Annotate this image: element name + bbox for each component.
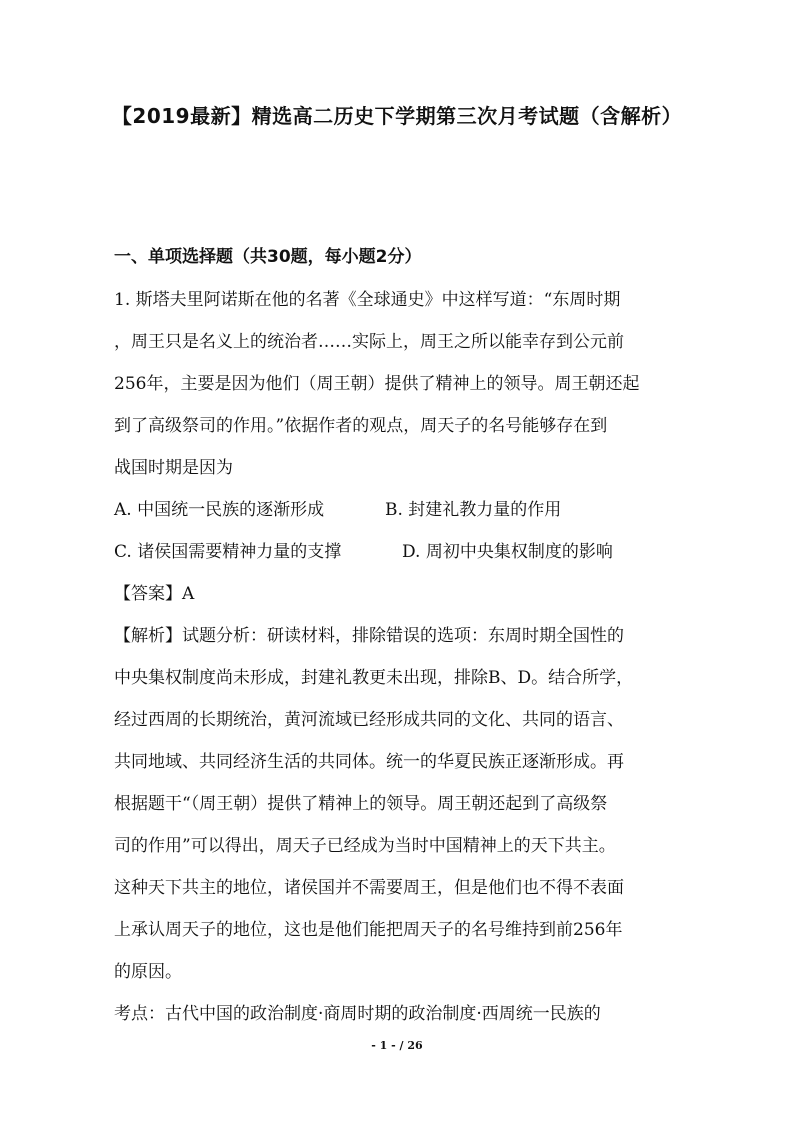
analysis-line: 这种天下共主的地位，诸侯国并不需要周王，但是他们也不得不表面 [114, 878, 624, 898]
analysis-line: 中央集权制度尚未形成，封建礼教更未出现，排除B、D。结合所学， [114, 668, 634, 688]
analysis-line: 根据题干“（周王朝）提供了精神上的领导。周王朝还起到了高级祭 [114, 794, 608, 814]
option-c: C. 诸侯国需要精神力量的支撑 [114, 542, 342, 562]
question-line: 256年，主要是因为他们（周王朝）提供了精神上的领导。周王朝还起 [114, 374, 640, 394]
document-title: 【2019最新】精选高二历史下学期第三次月考试题（含解析） [111, 104, 683, 128]
answer-line: 【答案】A [114, 584, 195, 604]
analysis-line: 上承认周天子的地位，这也是他们能把周天子的名号维持到前256年 [114, 920, 623, 940]
option-a: A. 中国统一民族的逐渐形成 [114, 500, 325, 520]
analysis-line: 的原因。 [114, 962, 182, 982]
page-number: - 1 - / 26 [371, 1039, 423, 1052]
option-b: B. 封建礼教力量的作用 [385, 500, 562, 520]
analysis-line: 【解析】试题分析：研读材料，排除错误的选项：东周时期全国性的 [114, 626, 624, 646]
question-line: 到了高级祭司的作用。”依据作者的观点，周天子的名号能够存在到 [114, 416, 608, 436]
analysis-line: 经过西周的长期统治，黄河流域已经形成共同的文化、共同的语言、 [114, 710, 624, 730]
section-heading: 一、单项选择题（共30题，每小题2分） [114, 247, 422, 267]
question-line: 战国时期是因为 [114, 458, 233, 478]
analysis-line: 司的作用”可以得出，周天子已经成为当时中国精神上的天下共主。 [114, 836, 616, 856]
kaodian-line: 考点：古代中国的政治制度·商周时期的政治制度·西周统一民族的 [114, 1004, 601, 1024]
option-d: D. 周初中央集权制度的影响 [402, 542, 613, 562]
question-line: 1. 斯塔夫里阿诺斯在他的名著《全球通史》中这样写道：“东周时期 [114, 290, 621, 310]
question-line: ，周王只是名义上的统治者……实际上，周王之所以能幸存到公元前 [114, 332, 624, 352]
analysis-line: 共同地域、共同经济生活的共同体。统一的华夏民族正逐渐形成。再 [114, 752, 624, 772]
